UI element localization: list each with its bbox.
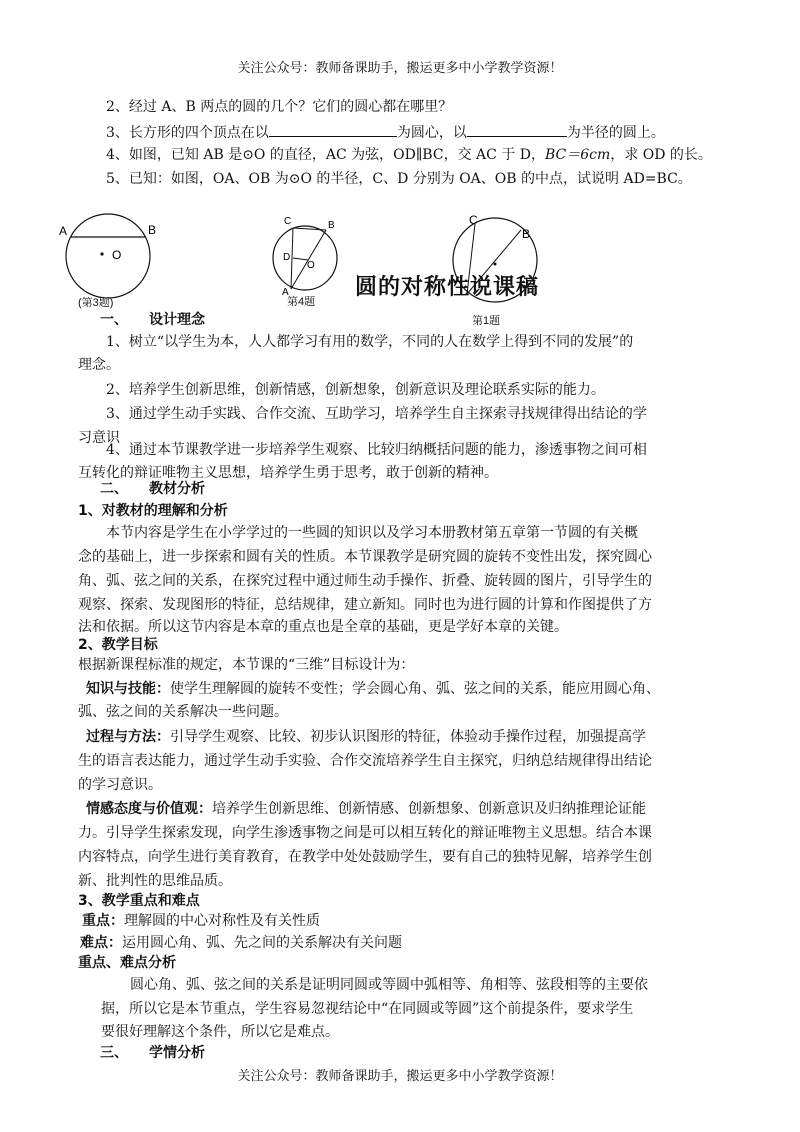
figure-1-label-b: B (522, 227, 531, 241)
emotion-values-text-cont: 新、批判性的思维品质。 (78, 873, 232, 889)
figure-3-caption: (第3题) (78, 297, 114, 309)
figure-3-label-b: B (148, 223, 157, 237)
figure-1-center-point (494, 263, 497, 266)
question-4-formula: BC＝6cm (544, 147, 611, 163)
subsection-2-2-intro: 根据新课程标准的规定，本节课的“三维”目标设计为： (78, 657, 415, 673)
process-method-goal (86, 728, 646, 746)
process-method-label: 过程与方法： (86, 729, 170, 745)
knowledge-skills-goal (86, 680, 660, 698)
emotion-values-text-cont: 内容特点，向学生进行美育教育，在教学中处处鼓励学生，要有自己的独特见解，培养学生创 (78, 849, 652, 865)
figure-4-label-o: O (307, 260, 315, 271)
question-4-part-b: ，求 OD 的长。 (610, 147, 712, 163)
subsection-2-3-heading: 3、教学重点和难点 (78, 893, 200, 909)
knowledge-skills-text: 使学生理解圆的旋转不变性；学会圆心角、弧、弦之间的关系，能应用圆心角、 (170, 681, 660, 697)
subsection-2-2-heading: 2、教学目标 (78, 637, 158, 653)
subsection-2-1-paragraph: 本节内容是学生在小学学过的一些圆的知识以及学习本册教材第五章第一节圆的有关概 (106, 525, 638, 541)
emotion-values-text-cont: 力。引导学生探索发现，向学生渗透事物之间是可以相互转化的辩证唯物主义思想。结合本课 (78, 825, 652, 841)
figure-4-label-c: C (284, 216, 292, 227)
figure-4-caption: 第4题 (287, 296, 316, 308)
figure-4-diagram (268, 210, 348, 295)
emotion-values-goal (86, 800, 646, 818)
figure-4-label-d: D (283, 252, 291, 263)
emotion-values-text: 培养学生创新思维、创新情感、创新想象、创新意识及归纳推理论证能 (212, 801, 646, 817)
figure-4-label-b: B (328, 220, 335, 231)
page-header: 关注公众号：教师备课助手，搬运更多中小学教学资源！ (237, 61, 563, 76)
figure-4-segment-od (293, 258, 308, 260)
key-point (82, 912, 320, 930)
section-3-heading: 三、 学情分析 (100, 1045, 205, 1061)
process-method-text-cont: 生的语言表达能力，通过学生动手实验、合作交流培养学生自主探究，归纳总结规律得出结论 (78, 753, 652, 769)
subsection-2-1-paragraph: 观察、探索、发现图形的特征，总结规律，建立新知。同时也为进行圆的计算和作图提供了方 (78, 597, 652, 613)
emotion-values-label: 情感态度与价值观： (86, 801, 212, 817)
key-difficulty-analysis-text: 圆心角、弧、弦之间的关系是证明同圆或等圆中弧相等、角相等、弦段相等的主要依 (130, 977, 648, 993)
figure-4-line-ca (291, 228, 293, 289)
question-5: 5、已知：如图，OA、OB 为⊙O 的半径，C、D 分别为 OA、OB 的中点，试说明 AD=BC。 (106, 171, 692, 187)
section-1-paragraph: 1、树立“以学生为本，人人都学习有用的数学，不同的人在数学上得到不同的发展”的 (106, 334, 634, 350)
section-1-paragraph: 3、通过学生动手实践、合作交流、互助学习，培养学生自主探索寻找规律得出结论的学 (106, 406, 647, 422)
key-point-label: 重点： (82, 913, 124, 929)
question-4 (106, 146, 712, 164)
section-1-paragraph: 4、通过本节课教学进一步培养学生观察、比较归纳概括问题的能力，渗透事物之间可相 (106, 442, 647, 458)
question-3-part-a: 3、长方形的四个顶点在以 (106, 125, 269, 141)
key-difficulty-analysis-text: 要很好理解这个条件，所以它是难点。 (101, 1024, 339, 1040)
process-method-text: 引导学生观察、比较、初步认识图形的特征，体验动手操作过程，加强提高学 (170, 729, 646, 745)
figure-3-circle (66, 214, 150, 298)
answer-blank-1[interactable] (269, 122, 397, 137)
question-4-part-a: 4、如图，已知 AB 是⊙O 的直径，AC 为弦，OD∥BC，交 AC 于 D， (106, 147, 545, 163)
question-3-part-c: 为半径的圆上。 (566, 125, 665, 141)
section-2-heading: 二、 教材分析 (100, 481, 205, 497)
figure-1-label-c: C (469, 213, 478, 227)
page-footer: 关注公众号：教师备课助手，搬运更多中小学教学资源！ (237, 1069, 563, 1084)
answer-blank-2[interactable] (467, 122, 567, 137)
section-1-paragraph: 2、培养学生创新思维，创新情感，创新想象，创新意识及理论联系实际的能力。 (106, 382, 605, 398)
figure-4-line-cb (293, 228, 326, 230)
subsection-2-1-paragraph: 法和依据。所以这节内容是本章的重点也是全章的基础，更是学好本章的关键。 (78, 619, 568, 635)
difficult-point (80, 934, 402, 952)
key-difficulty-analysis-text: 据，所以它是本节重点，学生容易忽视结论中“在同圆或等圆”这个前提条件，要求学生 (101, 1001, 634, 1017)
question-2: 2、经过 A、B 两点的圆的几个？它们的圆心都在哪里？ (106, 99, 453, 115)
process-method-text-cont: 的学习意识。 (78, 777, 162, 793)
figure-1-caption: 第1题 (472, 315, 501, 327)
section-1-paragraph: 理念。 (78, 357, 120, 373)
figure-3-label-o: O (112, 248, 122, 262)
document-title: 圆的对称性说课稿 (355, 275, 540, 300)
key-difficulty-analysis-heading: 重点、难点分析 (78, 955, 176, 971)
subsection-2-1-paragraph: 角、弧、弦之间的关系，在探究过程中通过师生动手操作、折叠、旋转圆的图片，引导学生的 (78, 573, 652, 589)
subsection-2-1-heading: 1、对教材的理解和分析 (78, 503, 228, 519)
difficult-point-text: 运用圆心角、弧、先之间的关系解决有关问题 (122, 935, 402, 951)
knowledge-skills-label: 知识与技能： (86, 681, 170, 697)
section-1-paragraph: 互转化的辩证唯物主义思想，培养学生勇于思考，敢于创新的精神。 (78, 465, 498, 481)
question-3-part-b: 为圆心，以 (396, 125, 467, 141)
figure-3-label-a: A (59, 224, 68, 238)
key-point-text: 理解圆的中心对称性及有关性质 (124, 913, 320, 929)
figure-4-label-a: A (282, 287, 289, 295)
subsection-2-1-paragraph: 念的基础上，进一步探索和圆有关的性质。本节课教学是研究圆的旋转不变性出发，探究圆心 (78, 549, 652, 565)
difficult-point-label: 难点： (80, 935, 122, 951)
figure-3-center-point (100, 252, 103, 255)
knowledge-skills-text-cont: 弧、弦之间的关系解决一些问题。 (78, 704, 288, 720)
question-3 (106, 122, 665, 142)
section-1-paragraph: 习意识 (78, 430, 120, 446)
figure-3-diagram (50, 210, 165, 300)
section-1-heading: 一、 设计理念 (100, 312, 205, 328)
